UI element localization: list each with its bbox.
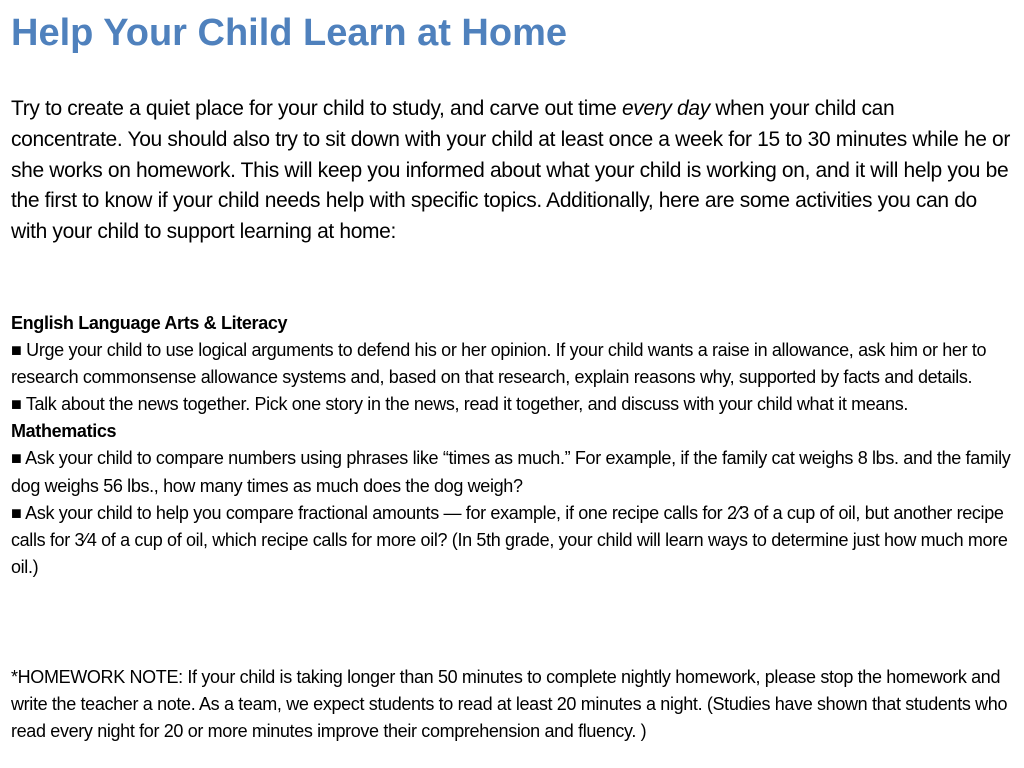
intro-emphasis: every day	[621, 97, 710, 120]
section-heading-math: Mathematics	[11, 421, 117, 442]
section-heading-ela: English Language Arts & Literacy	[11, 313, 288, 333]
list-item: ■ Talk about the news together. Pick one story in the news, read it together, and discuss with your child what it means.	[11, 394, 909, 415]
list-item: ■ Ask your child to help you compare fractional amounts — for example, if one recipe calls for 2⁄3 of a cup of oil, but another recipe calls for 3⁄4 of a cup of oil, which recipe calls for more oil? (In 5th grade, your child will learn ways to determine just how much more oil.)	[11, 502, 1008, 577]
list-item: ■ Urge your child to use logical arguments to defend his or her opinion. If your child wants a raise in allowance, ask him or her to research commonsense allowance systems and, based on that research, explain reasons why, supported by facts and details.	[11, 340, 987, 388]
intro-text-end: when your child can concentrate. You should also try to sit down with your child at least once a week for 15 to 30 minutes while he or she works on homework. This will keep you informed about what your child is working on, and it will help you be the first to know if your child needs help with specific topics. Additionally, here are some activities you can do with your child to support learning at home:	[11, 97, 1011, 244]
intro-text-start: Try to create a quiet place for your child to study, and carve out time	[11, 97, 622, 120]
intro-paragraph	[11, 94, 1011, 248]
activities-section	[11, 310, 1011, 581]
page-title: Help Your Child Learn at Home	[11, 12, 568, 54]
homework-note: *HOMEWORK NOTE: If your child is taking longer than 50 minutes to complete nightly homework, please stop the homework and write the teacher a note. As a team, we expect students to read at least 20 minutes a night. (Studies have shown that students who read every night for 20 or more minutes improve their comprehension and fluency. )	[11, 667, 1008, 742]
list-item: ■ Ask your child to compare numbers using phrases like “times as much.” For example, if the family cat weighs 8 lbs. and the family dog weighs 56 lbs., how many times as much does the dog weigh?	[11, 448, 1011, 496]
